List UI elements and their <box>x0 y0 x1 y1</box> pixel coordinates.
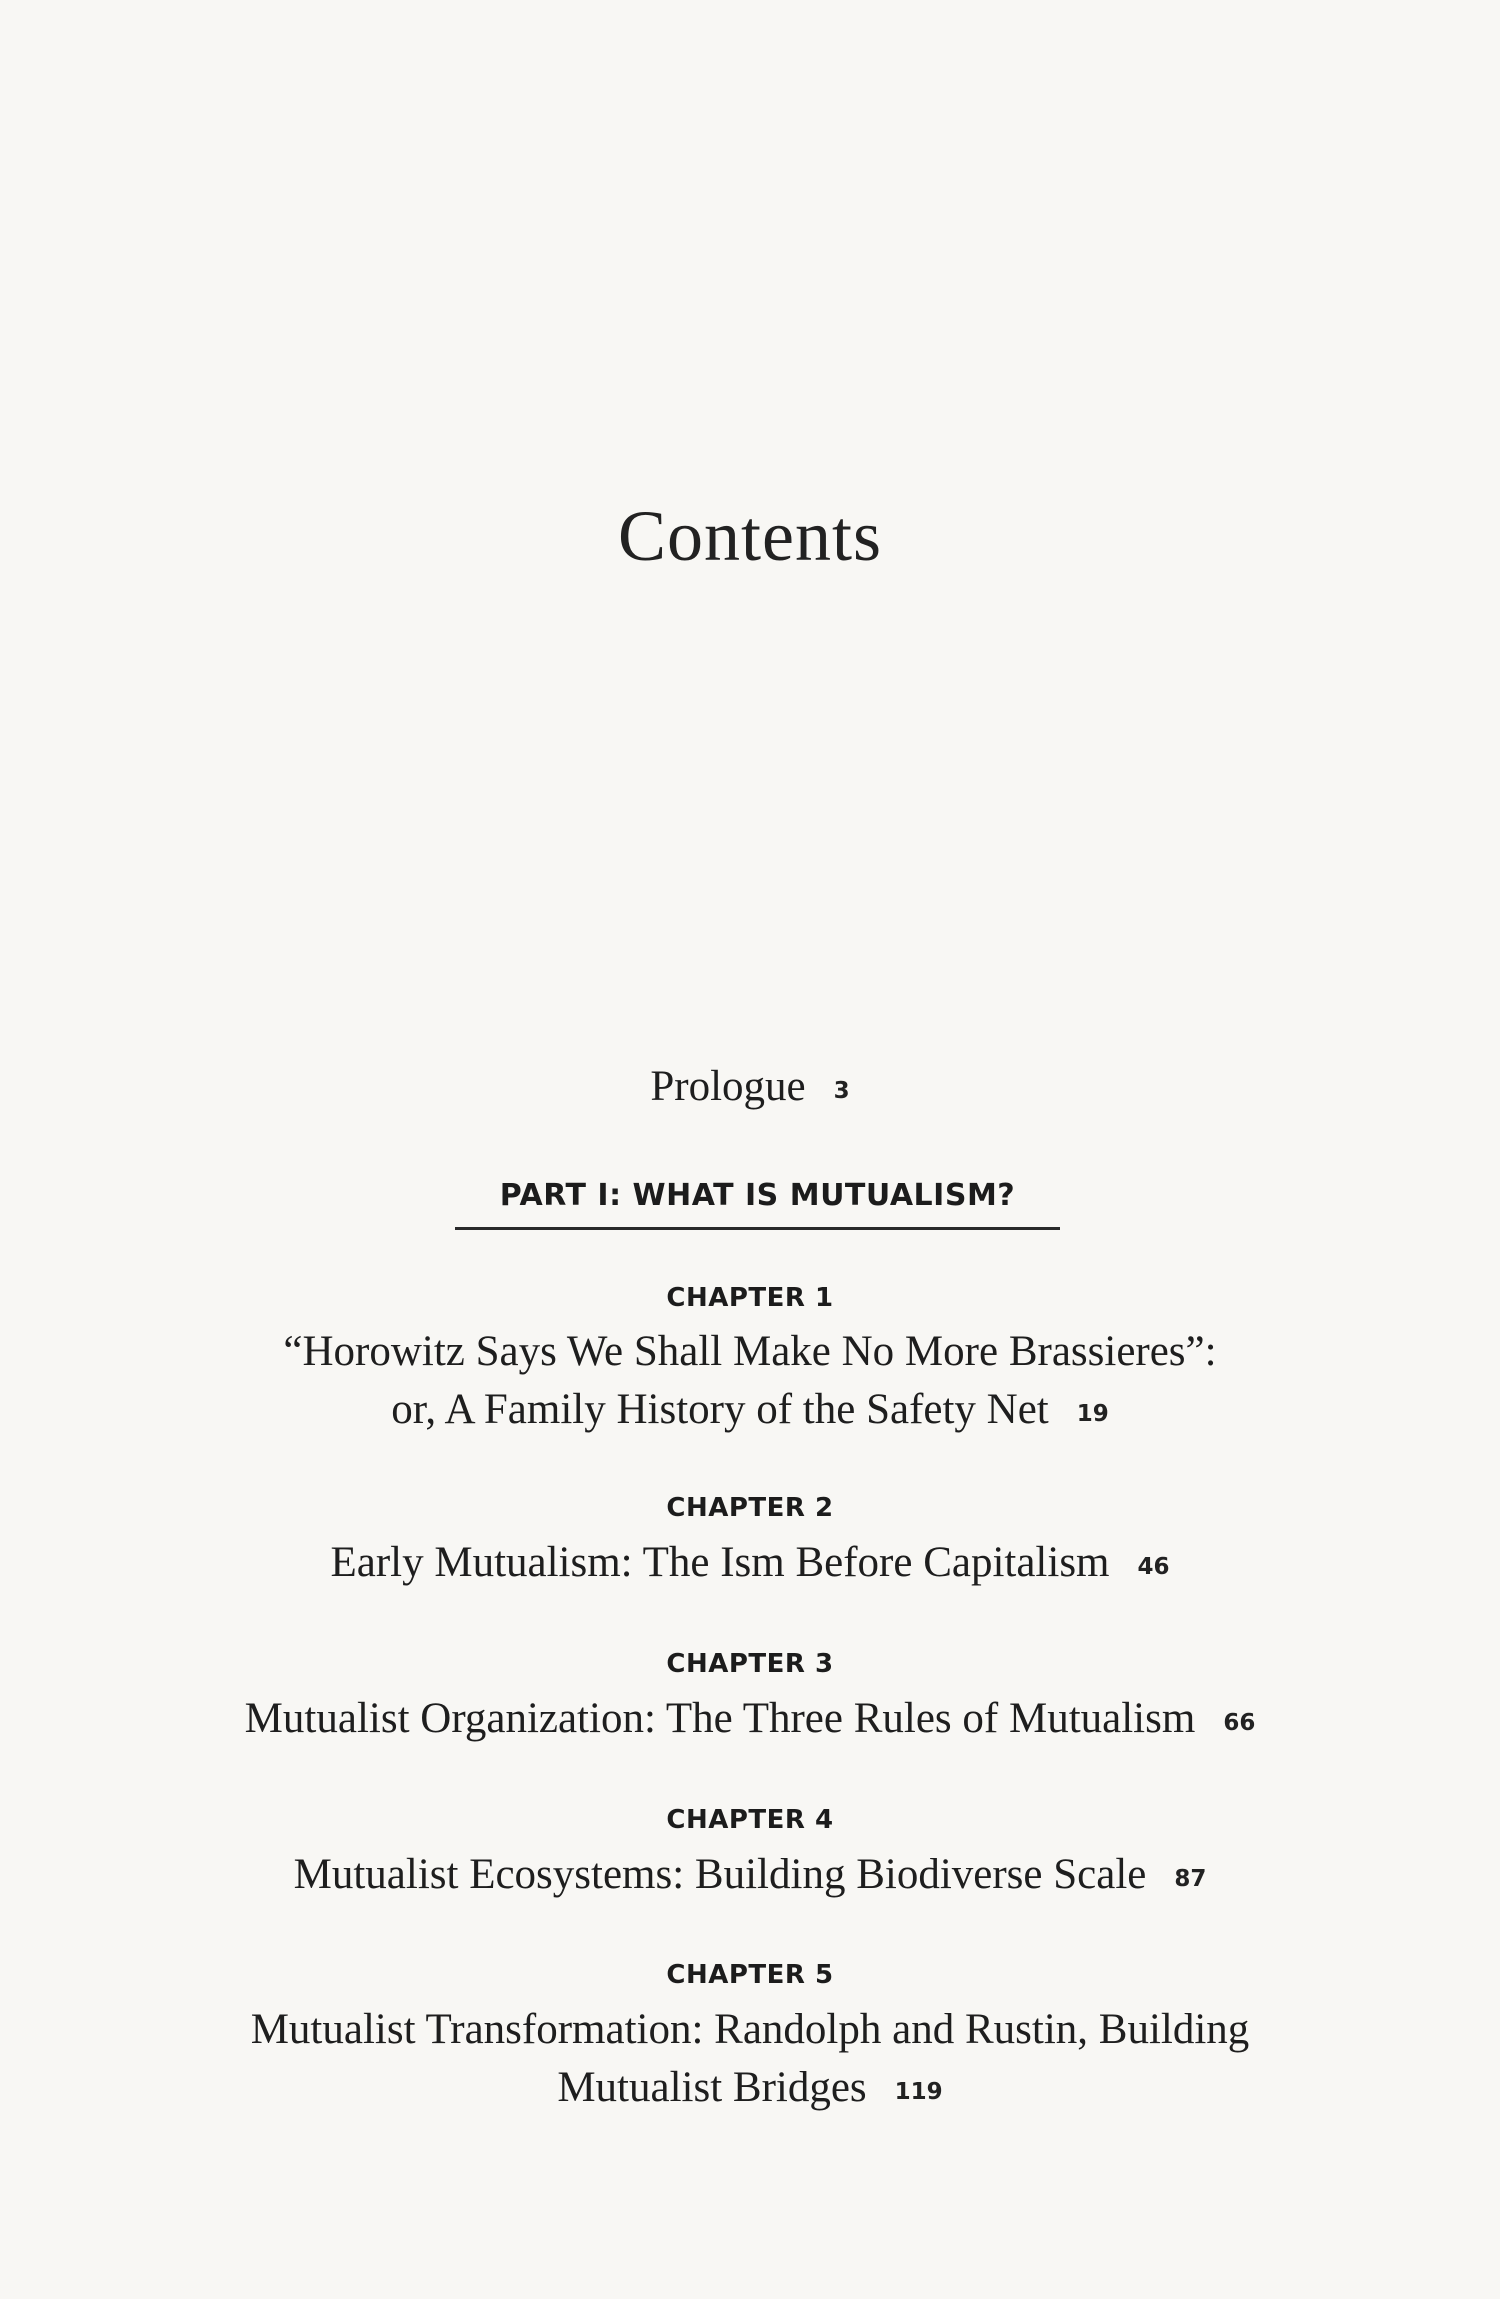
entry-title: Mutualist Organization: The Three Rules of Mutualism <box>244 1695 1196 1742</box>
chapter-label: CHAPTER 1 <box>666 1283 834 1313</box>
toc-entry-chapter-3[interactable] <box>0 1694 1500 1743</box>
toc-entry-chapter-1-line-2[interactable] <box>0 1385 1500 1434</box>
page-number: 46 <box>1137 1554 1170 1580</box>
entry-title: Prologue <box>650 1063 806 1110</box>
chapter-label: CHAPTER 4 <box>666 1805 834 1835</box>
toc-entry-chapter-2[interactable] <box>0 1538 1500 1587</box>
chapter-label: CHAPTER 2 <box>666 1493 834 1523</box>
page-number: 87 <box>1174 1866 1207 1892</box>
entry-title: Mutualist Ecosystems: Building Biodiverse Scale <box>293 1851 1147 1898</box>
toc-entry-chapter-4[interactable] <box>0 1850 1500 1899</box>
page-number: 19 <box>1076 1401 1109 1427</box>
entry-title: or, A Family History of the Safety Net <box>391 1386 1049 1433</box>
page-title: Contents <box>617 496 882 576</box>
entry-title: Mutualist Transformation: Randolph and Rustin, Building <box>250 2006 1250 2053</box>
part-heading: PART I: WHAT IS MUTUALISM? <box>455 1178 1060 1230</box>
page-number: 119 <box>894 2079 943 2105</box>
toc-entry-chapter-5-line-1[interactable] <box>0 2005 1500 2054</box>
chapter-label: CHAPTER 3 <box>666 1649 834 1679</box>
toc-entry-prologue[interactable] <box>0 1062 1500 1111</box>
entry-title: Early Mutualism: The Ism Before Capitalism <box>330 1539 1110 1586</box>
entry-title: “Horowitz Says We Shall Make No More Brassieres”: <box>283 1328 1217 1375</box>
page-number: 66 <box>1223 1710 1256 1736</box>
entry-title: Mutualist Bridges <box>557 2064 867 2111</box>
page-number: 3 <box>833 1078 850 1104</box>
chapter-label: CHAPTER 5 <box>666 1960 834 1990</box>
toc-entry-chapter-1-line-1[interactable] <box>0 1327 1500 1376</box>
toc-entry-chapter-5-line-2[interactable] <box>0 2063 1500 2112</box>
